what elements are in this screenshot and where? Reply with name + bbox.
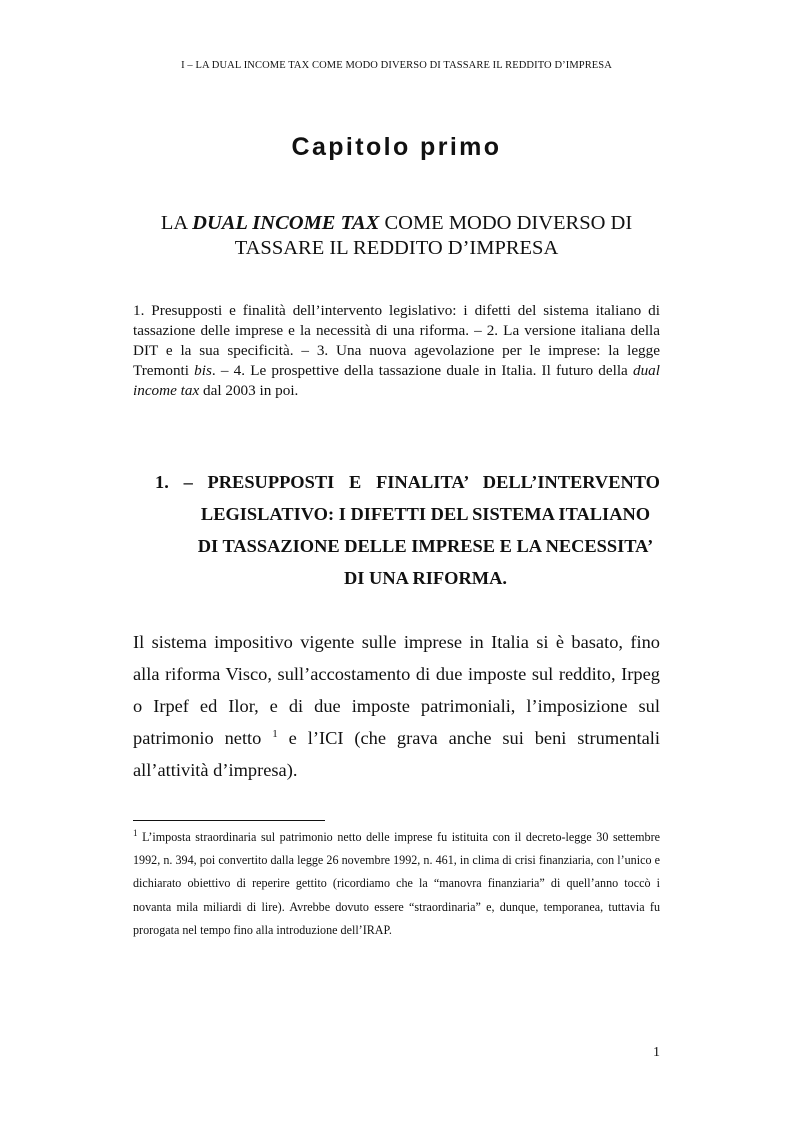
chapter-title: Capitolo primo (291, 133, 502, 161)
body-text-before-ref: Il sistema impositivo vigente sulle imprese in Italia si è basato, fino alla riforma Visco, sull’accostamento di due imposte sul reddito, Irpeg o Irpef ed Ilor, e di due imposte patrimoniali, l’imposizione sul patrimonio netto (133, 632, 660, 748)
footnote-reference[interactable]: 1 (272, 728, 278, 740)
summary-italic-bis: bis (194, 362, 212, 379)
summary-italic-dit: dual income tax (133, 362, 660, 399)
body-text-after-ref: e l’ICI (che grava anche sui beni strumentali all’attività d’impresa). (133, 728, 661, 780)
subtitle-italic: DUAL INCOME TAX (192, 212, 380, 234)
subtitle-prefix: LA (160, 212, 193, 234)
summary-part1: 1. Presupposti e finalità dell’intervento legislativo: i difetti del sistema italiano di tassazione delle imprese e la necessità di una riforma. – 2. La versione italiana della DIT e la sua specificità. – 3. Una nuova agevolazione per le imprese: la legge Tremonti (133, 302, 660, 379)
running-header: I – LA DUAL INCOME TAX COME MODO DIVERSO DI TASSARE IL REDDITO D’IMPRESA (181, 60, 612, 71)
summary-part2: . – 4. Le prospettive della tassazione duale in Italia. Il futuro della (211, 362, 633, 379)
footnote-text: L’imposta straordinaria sul patrimonio netto delle imprese fu istituita con il decreto-legge 30 settembre 1992, n. 394, poi convertito dalla legge 26 novembre 1992, n. 461, in clima di crisi finanziaria, con l’unico e dichiarato obiettivo di reperire gettito (ricordiamo che la “manovra finanziaria” di quell’anno toccò i novanta mila miliardi di lire). Avrebbe dovuto essere “straordinaria” e, dunque, temporanea, tuttavia fu prorogata nel tempo fino alla introduzione dell’IRAP. (133, 830, 660, 937)
subtitle-rest: COME MODO DIVERSO DI TASSARE IL REDDITO D’IMPRESA (234, 212, 633, 259)
section-heading-line-3: DI TASSAZIONE DELLE IMPRESE E LA NECESSITA’ (197, 536, 654, 556)
chapter-summary (133, 301, 660, 401)
page-number: 1 (653, 1045, 660, 1060)
footnote-divider (133, 820, 325, 821)
section-heading (155, 466, 660, 594)
footnote (133, 826, 660, 942)
section-heading-line-4: DI UNA RIFORMA. (344, 568, 507, 588)
section-heading-line-2: LEGISLATIVO: I DIFETTI DEL SISTEMA ITALIANO (200, 504, 651, 524)
body-paragraph (133, 626, 660, 786)
summary-part3: dal 2003 in poi. (199, 382, 299, 399)
footnote-number: 1 (133, 828, 138, 838)
chapter-subtitle (140, 211, 653, 261)
section-heading-line-1: 1. – PRESUPPOSTI E FINALITA’ DELL’INTERVENTO (155, 472, 660, 492)
